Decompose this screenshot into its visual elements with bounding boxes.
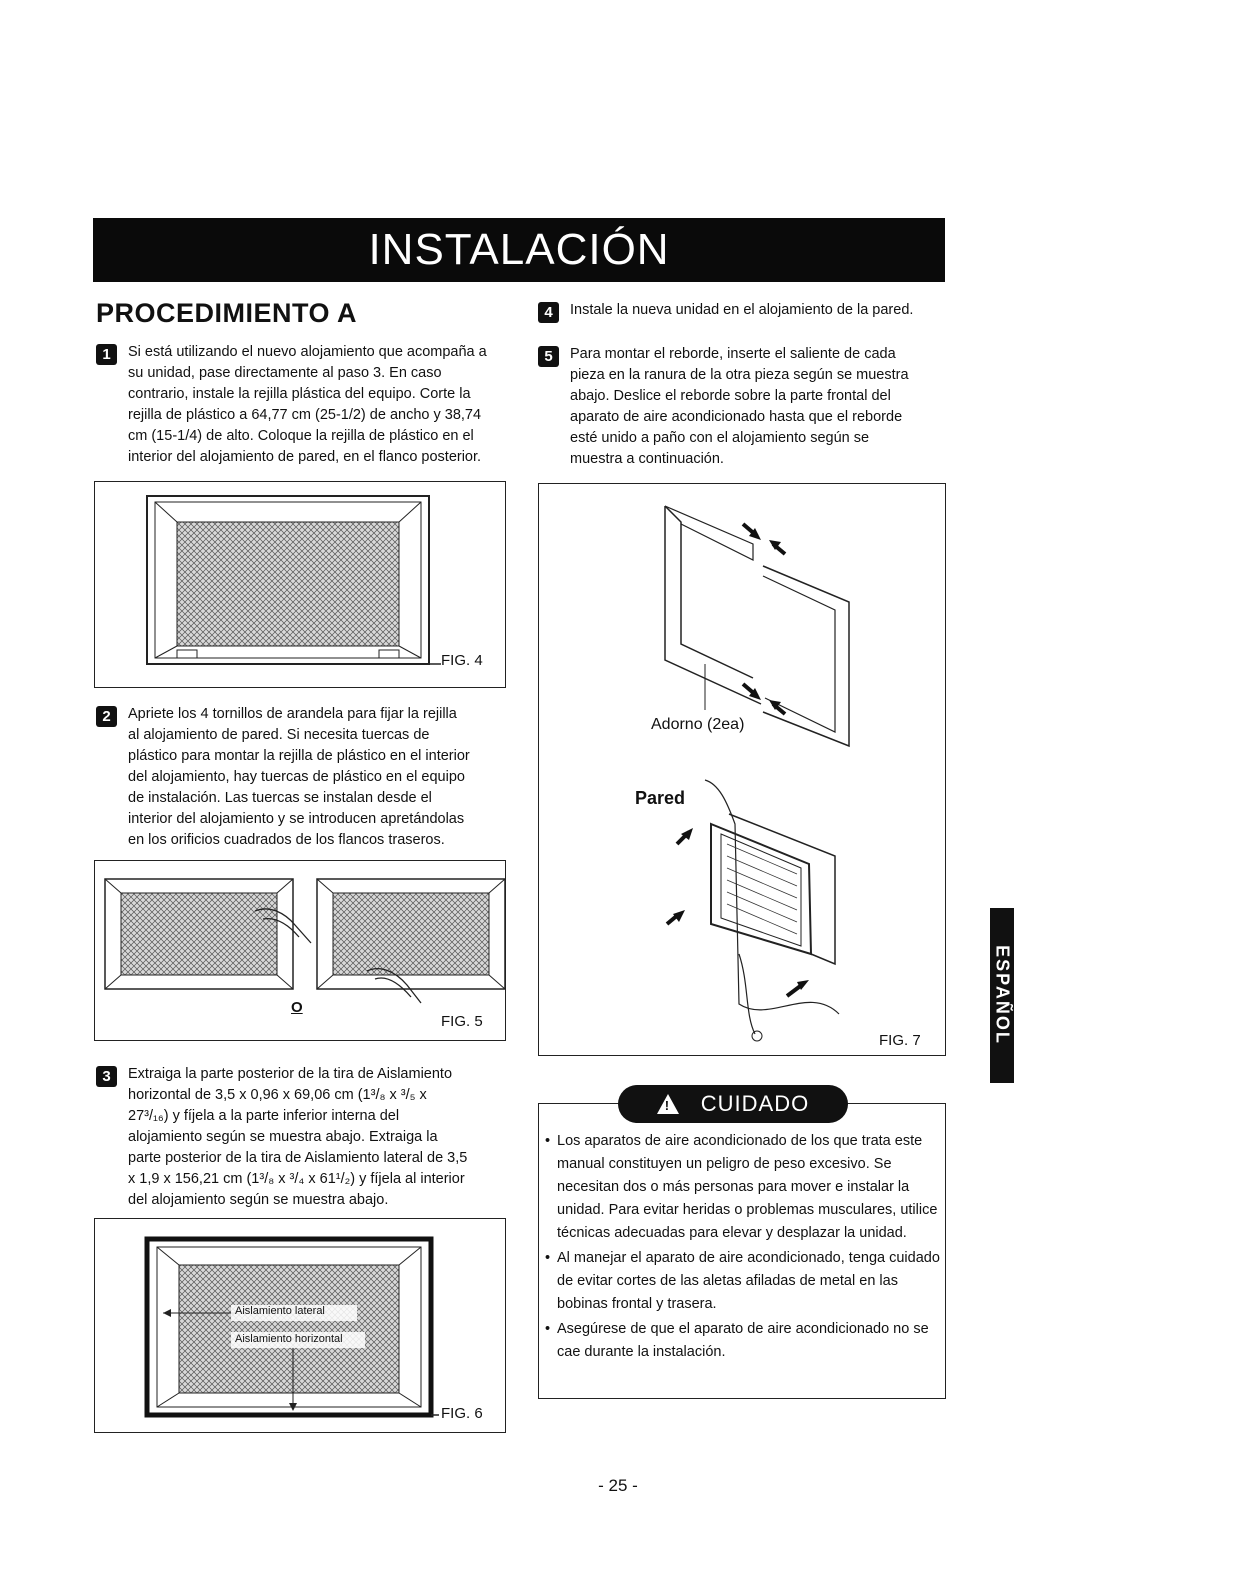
fig7-illustration xyxy=(539,484,947,1057)
fig5-or-text: O xyxy=(291,999,303,1016)
trim-label: Adorno (2ea) xyxy=(651,716,745,733)
language-tab-label: ESPAÑOL xyxy=(992,945,1013,1045)
step-1 xyxy=(96,342,516,472)
figure-4 xyxy=(94,481,506,688)
figure-7 xyxy=(538,483,946,1056)
lateral-insulation-label: Aislamiento lateral xyxy=(235,1305,325,1317)
fig7-label: FIG. 7 xyxy=(879,1032,921,1049)
step-4 xyxy=(538,300,948,326)
figure-6 xyxy=(94,1218,506,1433)
banner-title: INSTALACIÓN xyxy=(368,225,670,274)
fig6-illustration xyxy=(95,1219,507,1434)
step-text: Para montar el reborde, inserte el saliente de cada pieza en la ranura de la otra pieza según se muestra abajo. Deslice el reborde sobre la parte frontal del aparato de aire acondicionado hasta que el reborde esté unido a paño con el alojamiento según se muestra a continuación. xyxy=(570,346,909,467)
step-number-badge: 5 xyxy=(538,346,559,367)
page-banner xyxy=(93,218,945,282)
section-title: PROCEDIMIENTO A xyxy=(96,298,358,328)
language-side-tab xyxy=(990,908,1014,1083)
fig5-label: FIG. 5 xyxy=(441,1013,483,1030)
horizontal-insulation-label: Aislamiento horizontal xyxy=(235,1333,343,1345)
caution-box xyxy=(538,1103,946,1399)
fig4-label: FIG. 4 xyxy=(441,652,483,669)
page-number: - 25 - xyxy=(598,1476,638,1495)
figure-5 xyxy=(94,860,506,1041)
step-text: Apriete los 4 tornillos de arandela para fijar la rejilla al alojamiento de pared. Si necesita tuercas de plástico para montar la rejilla de plástico en el interior del alojamiento, hay tuercas de plástico en el equipo de instalación. Las tuercas se instalan desde el interior del alojamiento y se introducen apretándolas en los orificios cuadrados de los flancos traseros. xyxy=(128,706,470,848)
caution-list xyxy=(541,1130,941,1366)
step-5 xyxy=(538,344,948,474)
wall-label: Pared xyxy=(635,788,686,808)
warning-icon: ! xyxy=(657,1094,679,1114)
step-number-badge: 1 xyxy=(96,344,117,365)
step-text: Instale la nueva unidad en el alojamiento de la pared. xyxy=(570,302,914,318)
caution-item: • Asegúrese de que el aparato de aire acondicionado no se cae durante la instalación. xyxy=(541,1318,941,1364)
step-number-badge: 2 xyxy=(96,706,117,727)
caution-item: • Al manejar el aparato de aire acondicionado, tenga cuidado de evitar cortes de las aletas afiladas de metal en las bobinas frontal y trasera. xyxy=(541,1247,941,1316)
caution-heading xyxy=(618,1085,848,1123)
step-3 xyxy=(96,1064,516,1214)
step-number-badge: 3 xyxy=(96,1066,117,1087)
fig6-label: FIG. 6 xyxy=(441,1405,483,1422)
caution-title: CUIDADO xyxy=(700,1091,810,1116)
caution-item: • Los aparatos de aire acondicionado de los que trata este manual constituyen un peligro de peso excesivo. Se necesitan dos o más personas para mover e instalar la unidad. Para evitar heridas o problemas musculares, utilice técnicas adecuadas para elevar y desplazar la unidad. xyxy=(541,1130,941,1245)
step-2 xyxy=(96,704,516,854)
step-text: Si está utilizando el nuevo alojamiento que acompaña a su unidad, pase directamente al paso 3. En caso contrario, instale la rejilla plástica del equipo. Corte la rejilla de plástico a 64,77 cm (25-1/2) de ancho y 38,74 cm (15-1/4) de alto. Coloque la rejilla de plástico en el interior del alojamiento de pared, en el flanco posterior. xyxy=(128,344,487,465)
step-text: Extraiga la parte posterior de la tira de Aislamiento horizontal de 3,5 x 0,96 x 69,06 cm (1³/₈ x ³/₅ x 27³/₁₆) y fíjela a la parte inferior interna del alojamiento según se muestra abajo. Extraiga la parte posterior de la tira de Aislamiento lateral de 3,5 x 1,9 x 156,21 cm (1³/₈ x ³/₄ x 61¹/₂) y fíjela al interior del alojamiento según se muestra abajo. xyxy=(128,1066,468,1208)
step-number-badge: 4 xyxy=(538,302,559,323)
